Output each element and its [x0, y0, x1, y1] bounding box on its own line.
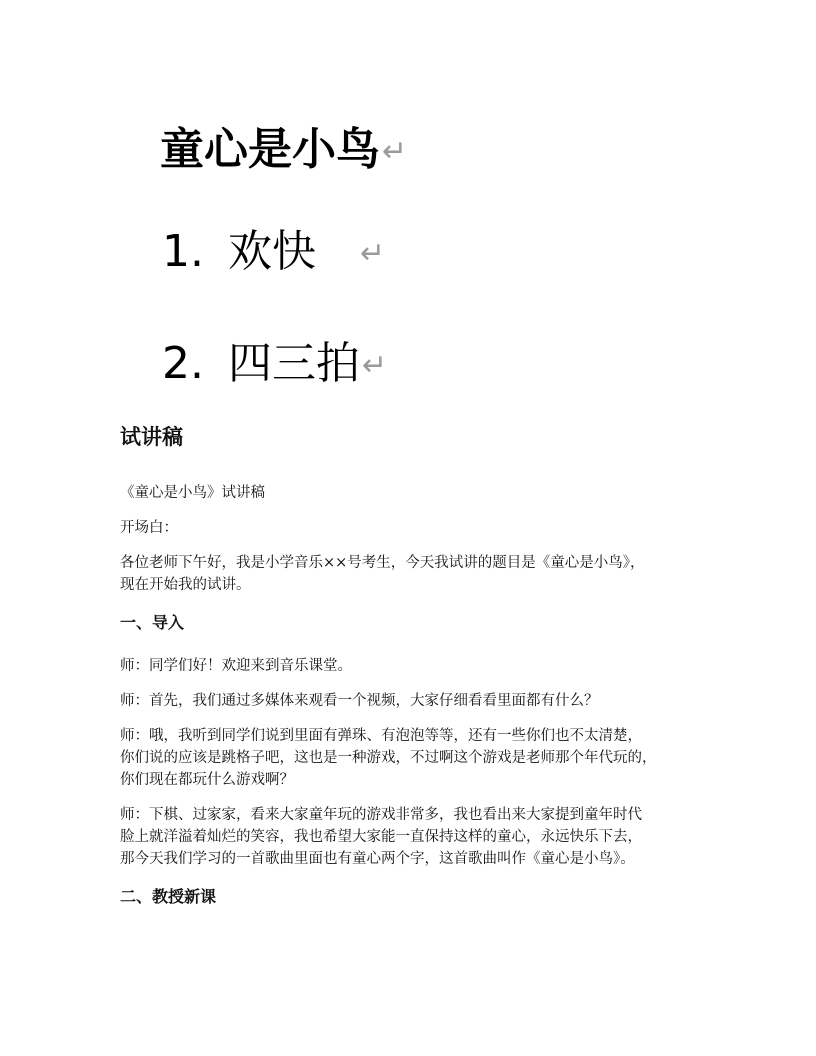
embedded-title-image	[160, 118, 420, 388]
image-item-number: 2.	[162, 338, 204, 389]
section-heading-new-lesson: 二、教授新课	[120, 887, 217, 906]
image-title	[160, 124, 407, 178]
image-title-text: 童心是小鸟	[160, 124, 380, 175]
paragraph-mark-icon: ↵	[382, 134, 408, 169]
paragraph: 师：哦，我听到同学们说到里面有弹珠、有泡泡等等，还有一些你们也不太清楚， 你们说的应该是跳格子吧，这也是一种游戏，不过啊这个游戏是老师那个年代玩的， 你们现在都玩什么游戏啊？	[120, 728, 657, 788]
opening-paragraph: 各位老师下午好，我是小学音乐××号考生，今天我试讲的题目是《童心是小鸟》， 现在开始我的试讲。	[120, 555, 645, 593]
document-heading: 试讲稿	[120, 425, 183, 449]
section-heading-intro: 一、导入	[120, 613, 185, 632]
image-item-number: 1.	[162, 226, 204, 277]
document-body	[120, 420, 700, 929]
image-item-text: 欢快	[228, 226, 316, 277]
paragraph: 师：同学们好！欢迎来到音乐课堂。	[120, 658, 352, 674]
image-item-1	[162, 226, 385, 280]
paragraph: 师：下棋、过家家，看来大家童年玩的游戏非常多，我也看出来大家提到童年时代 脸上就洋溢着灿烂的笑容，我也希望大家能一直保持这样的童心，永远快乐下去， 那今天我们学习的一首歌曲里面也有童心两个字，这首歌曲叫作《童心是小鸟》。	[120, 807, 642, 867]
paragraph-mark-icon: ↵	[362, 348, 388, 383]
paragraph-mark-icon: ↵	[360, 236, 386, 271]
image-item-2	[162, 338, 387, 392]
paragraph: 师：首先，我们通过多媒体来观看一个视频，大家仔细看看里面都有什么？	[120, 693, 599, 709]
image-item-text: 四三拍	[228, 338, 360, 389]
opening-label: 开场白：	[120, 520, 178, 536]
document-subtitle: 《童心是小鸟》试讲稿	[120, 485, 265, 501]
